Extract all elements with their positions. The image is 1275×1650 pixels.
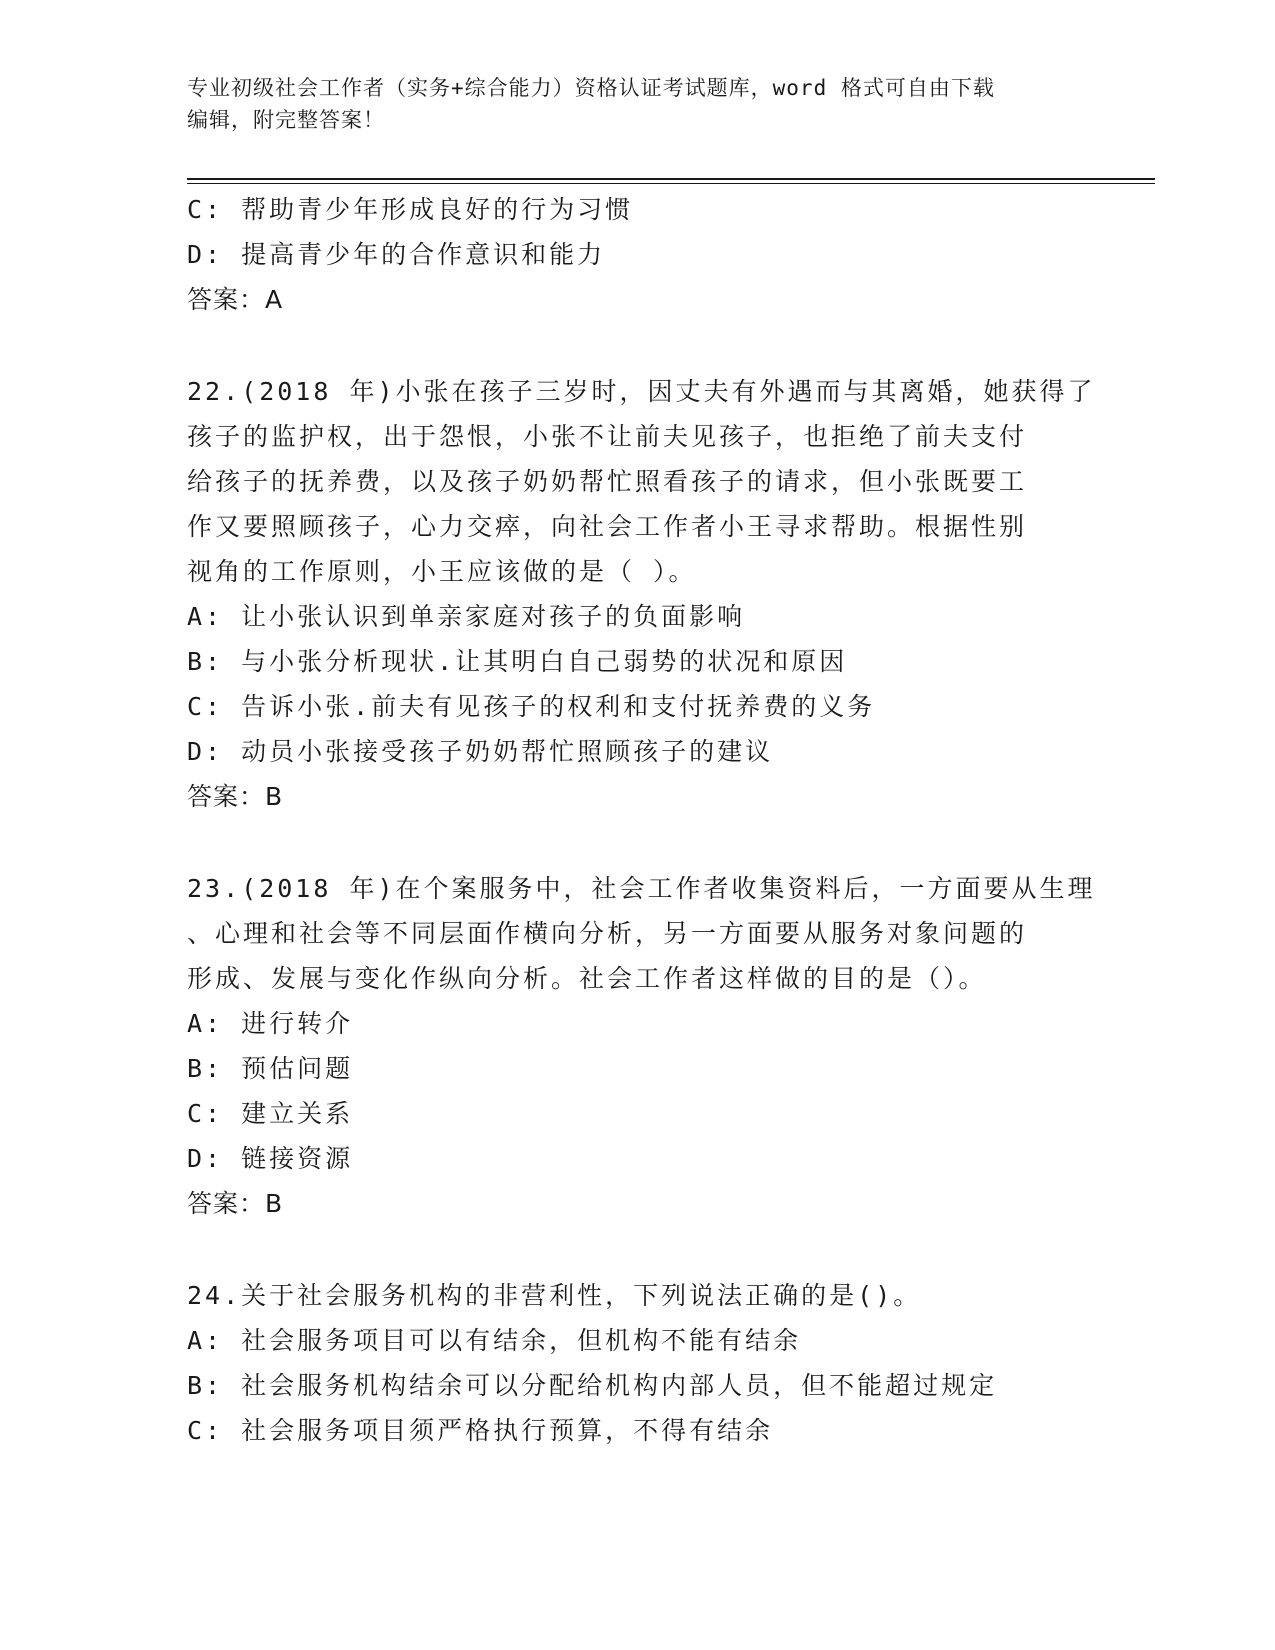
option-b: B: 与小张分析现状.让其明白自己弱势的状况和原因	[187, 647, 848, 676]
answer: 答案：B	[187, 782, 284, 811]
option-c: C: 建立关系	[187, 1099, 354, 1128]
question-stem-line: 、心理和社会等不同层面作横向分析，另一方面要从服务对象问题的	[187, 919, 1028, 948]
question-stem-line: 形成、发展与变化作纵向分析。社会工作者这样做的目的是（）。	[187, 964, 987, 993]
option-b: B: 社会服务机构结余可以分配给机构内部人员，但不能超过规定	[187, 1371, 998, 1400]
option-a: A: 让小张认识到单亲家庭对孩子的负面影响	[187, 602, 746, 631]
option-c: C: 告诉小张.前夫有见孩子的权利和支付抚养费的义务	[187, 692, 876, 721]
question-24	[187, 1273, 1087, 1453]
question-21-continued	[187, 187, 1087, 322]
option-c: C: 帮助青少年形成良好的行为习惯	[187, 195, 634, 224]
header-divider-thin	[187, 183, 1155, 184]
question-stem-line: 给孩子的抚养费，以及孩子奶奶帮忙照看孩子的请求，但小张既要工	[187, 467, 1028, 496]
header-title-line-1: 专业初级社会工作者（实务+综合能力）资格认证考试题库，word 格式可自由下载	[187, 76, 995, 100]
option-c: C: 社会服务项目须严格执行预算，不得有结余	[187, 1416, 774, 1445]
question-stem-line: 视角的工作原则，小王应该做的是（ ）。	[187, 557, 697, 586]
spacer	[187, 819, 1087, 866]
answer: 答案：B	[187, 1189, 284, 1218]
question-23	[187, 866, 1096, 1226]
question-stem-line: 22.(2018 年)小张在孩子三岁时，因丈夫有外遇而与其离婚，她获得了	[187, 377, 1096, 406]
option-d: D: 链接资源	[187, 1144, 354, 1173]
option-d: D: 提高青少年的合作意识和能力	[187, 240, 606, 269]
spacer	[187, 1226, 1087, 1273]
question-stem-line: 24.关于社会服务机构的非营利性，下列说法正确的是()。	[187, 1281, 922, 1310]
question-content	[187, 187, 1096, 1453]
question-stem-line: 作又要照顾孩子，心力交瘁，向社会工作者小王寻求帮助。根据性别	[187, 512, 1028, 541]
question-22	[187, 369, 1096, 819]
option-d: D: 动员小张接受孩子奶奶帮忙照顾孩子的建议	[187, 737, 774, 766]
option-a: A: 进行转介	[187, 1009, 354, 1038]
document-header	[187, 72, 1067, 136]
question-stem-line: 23.(2018 年)在个案服务中，社会工作者收集资料后，一方面要从生理	[187, 874, 1096, 903]
option-b: B: 预估问题	[187, 1054, 354, 1083]
option-a: A: 社会服务项目可以有结余，但机构不能有结余	[187, 1326, 802, 1355]
spacer	[187, 322, 1087, 369]
header-title-line-2: 编辑，附完整答案！	[187, 108, 385, 132]
question-stem-line: 孩子的监护权，出于怨恨，小张不让前夫见孩子，也拒绝了前夫支付	[187, 422, 1028, 451]
header-divider-thick	[187, 178, 1155, 180]
answer: 答案：A	[187, 285, 284, 314]
